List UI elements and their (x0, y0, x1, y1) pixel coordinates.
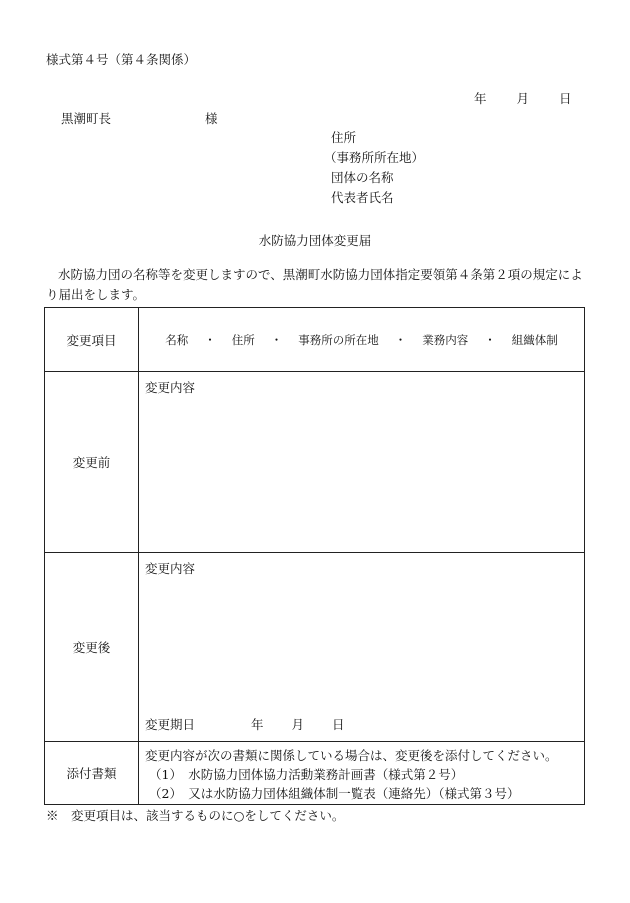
date-year: 年 (474, 91, 487, 106)
item-office-location[interactable]: 事務所の所在地 (298, 332, 379, 347)
sender-office-location: （事務所所在地） (324, 150, 425, 165)
after-row (45, 553, 585, 742)
addressee (61, 109, 218, 127)
item-separator: ・ (394, 332, 407, 347)
sender-org-name: 団体の名称 (331, 170, 394, 185)
sender-representative: 代表者氏名 (331, 190, 394, 205)
items-row (45, 308, 585, 372)
before-content-field[interactable] (139, 372, 585, 553)
effective-day: 日 (332, 717, 345, 732)
effective-month: 月 (291, 717, 305, 732)
attach-item: （2） 又は水防協力団体組織体制一覧表（連絡先）（様式第３号） (149, 786, 520, 801)
before-row (45, 372, 585, 553)
item-separator: ・ (204, 332, 216, 347)
item-name[interactable]: 名称 (165, 332, 189, 347)
addressee-suffix: 様 (205, 111, 218, 126)
before-content-label: 変更内容 (145, 380, 196, 395)
items-label: 変更項目 (45, 308, 139, 372)
date-line (474, 89, 572, 107)
footnote: ※ 変更項目は、該当するものに○をしてください。 (46, 808, 345, 823)
attach-intro: 変更内容が次の書類に関係している場合は、変更後を添付してください。 (145, 748, 558, 763)
item-separator: ・ (484, 332, 496, 347)
attach-content (139, 742, 585, 805)
addressee-name: 黒潮町長 (61, 111, 112, 126)
item-separator: ・ (270, 332, 283, 347)
item-business[interactable]: 業務内容 (422, 332, 469, 347)
effective-year: 年 (251, 717, 264, 732)
item-organization[interactable]: 組織体制 (511, 332, 558, 347)
date-day: 日 (559, 91, 572, 106)
effective-date-label: 変更期日 (145, 717, 196, 732)
item-address[interactable]: 住所 (231, 332, 255, 347)
attach-item: （1） 水防協力団体協力活動業務計画書（様式第２号） (149, 767, 464, 782)
change-form-table (44, 307, 585, 805)
sender-address: 住所 (331, 130, 357, 145)
attach-row (45, 742, 585, 805)
items-options (139, 308, 585, 372)
after-label: 変更後 (45, 553, 139, 742)
attach-label: 添付書類 (45, 742, 139, 805)
sender-block (324, 128, 424, 208)
form-number: 様式第４号（第４条関係） (46, 52, 197, 67)
document-title: 水防協力団体変更届 (258, 233, 372, 248)
before-label: 変更前 (45, 372, 139, 553)
date-month: 月 (516, 91, 530, 106)
effective-date (145, 715, 345, 733)
body-text: 水防協力団の名称等を変更しますので、黒潮町水防協力団体指定要領第４条第２項の規定により届出をします。 (46, 267, 583, 302)
after-content-field[interactable] (139, 553, 585, 742)
after-content-label: 変更内容 (145, 561, 196, 576)
